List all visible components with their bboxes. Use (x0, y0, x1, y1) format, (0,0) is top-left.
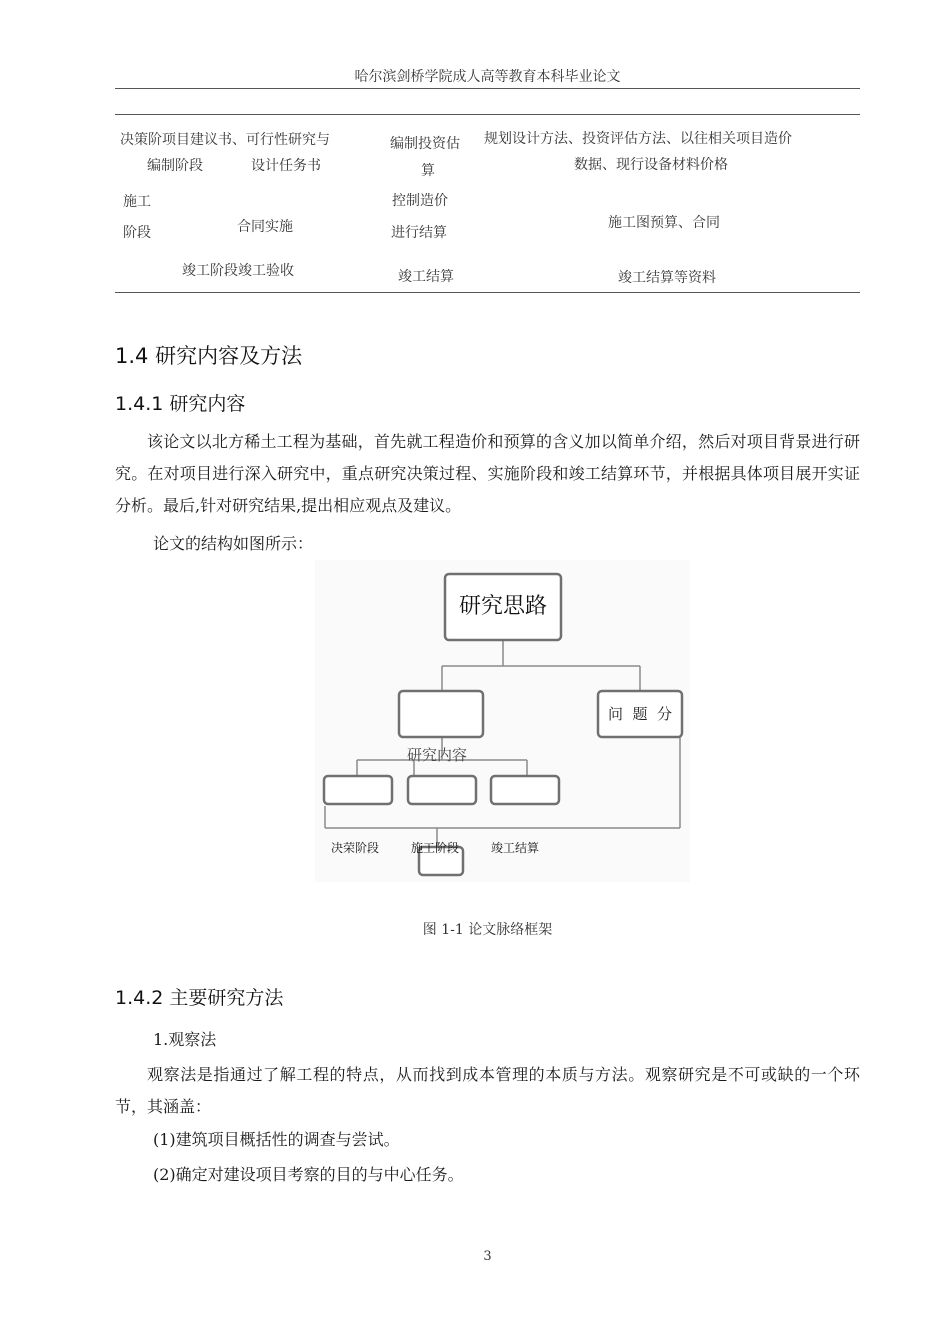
table-cell-cost-3: 竣工结算 (398, 269, 454, 285)
table-cell-cost-2: 控制造价 (392, 193, 448, 209)
table-cell-stage-3: 竣工阶段竣工验收 (182, 263, 294, 279)
table-cell-doc-2: 合同实施 (237, 219, 293, 235)
table-cell-basis-1b: 数据、现行设备材料价格 (574, 157, 728, 173)
diagram-root-label: 研究思路 (458, 594, 547, 619)
section-title-1-4-1: 1.4.1 研究内容 (115, 393, 246, 415)
stage-box-1 (324, 776, 392, 804)
table-bottom-rule (115, 292, 860, 293)
page-header: 哈尔滨剑桥学院成人高等教育本科毕业论文 (354, 69, 621, 85)
header-rule (115, 88, 860, 89)
page-number: 3 (483, 1249, 492, 1264)
diagram-stage-label-1: 决荣阶段 (331, 841, 380, 855)
table-cell-cost-1b: 算 (421, 163, 435, 179)
table-cell-stage-2b: 阶段 (123, 225, 151, 241)
table-cell-basis-1: 规划设计方法、投资评估方法、以往相关项目造价 (484, 131, 792, 147)
list-item-1: (1)建筑项目概括性的调查与尝试。 (153, 1130, 400, 1149)
diagram-analysis-label: 问 题 分 (607, 705, 673, 723)
method-1-title: 1.观察法 (153, 1030, 217, 1049)
table-cell-basis-3: 竣工结算等资料 (618, 270, 716, 286)
figure-intro-text: 论文的结构如图所示： (153, 534, 314, 553)
stage-box-2 (408, 776, 476, 804)
paragraph-observation: 观察法是指通过了解工程的特点，从而找到成本管理的本质与方法。观察研究是不可或缺的一个环节，其涵盖： (115, 1065, 860, 1116)
diagram-stage-label-2: 施工阶段 (411, 841, 460, 855)
diagram-content-label: 研究内容 (407, 746, 468, 764)
paragraph-research-content: 该论文以北方稀土工程为基础，首先就工程造价和预算的含义加以简单介绍，然后对项目背景进行研究。在对项目进行深入研究中，重点研究决策过程、实施阶段和竣工结算环节，并根据具体项目展开实证分析。最后,针对研究结果,提出相应观点及建议。 (115, 432, 860, 515)
stage-box-3 (491, 776, 559, 804)
structure-diagram (315, 560, 690, 882)
table-cell-stage-2: 施工 (123, 194, 151, 210)
table-cell-cost-2b: 进行结算 (391, 225, 447, 241)
table-cell-stage-1: 决策阶项目建议书、可行性研究与 (120, 132, 330, 148)
section-title-1-4: 1.4 研究内容及方法 (115, 344, 303, 368)
table-cell-basis-2: 施工图预算、合同 (608, 215, 720, 231)
table-top-rule (115, 114, 860, 115)
list-item-2: (2)确定对建设项目考察的目的与中心任务。 (153, 1165, 464, 1184)
table-cell-stage-1b: 编制阶段 (147, 158, 203, 174)
table-cell-cost-1: 编制投资估 (390, 136, 460, 152)
content-box (399, 691, 483, 737)
table-cell-doc-1: 设计任务书 (251, 158, 321, 174)
figure-caption: 图 1-1 论文脉络框架 (422, 922, 553, 938)
section-title-1-4-2: 1.4.2 主要研究方法 (115, 987, 284, 1009)
diagram-stage-label-3: 竣工结算 (491, 841, 540, 855)
